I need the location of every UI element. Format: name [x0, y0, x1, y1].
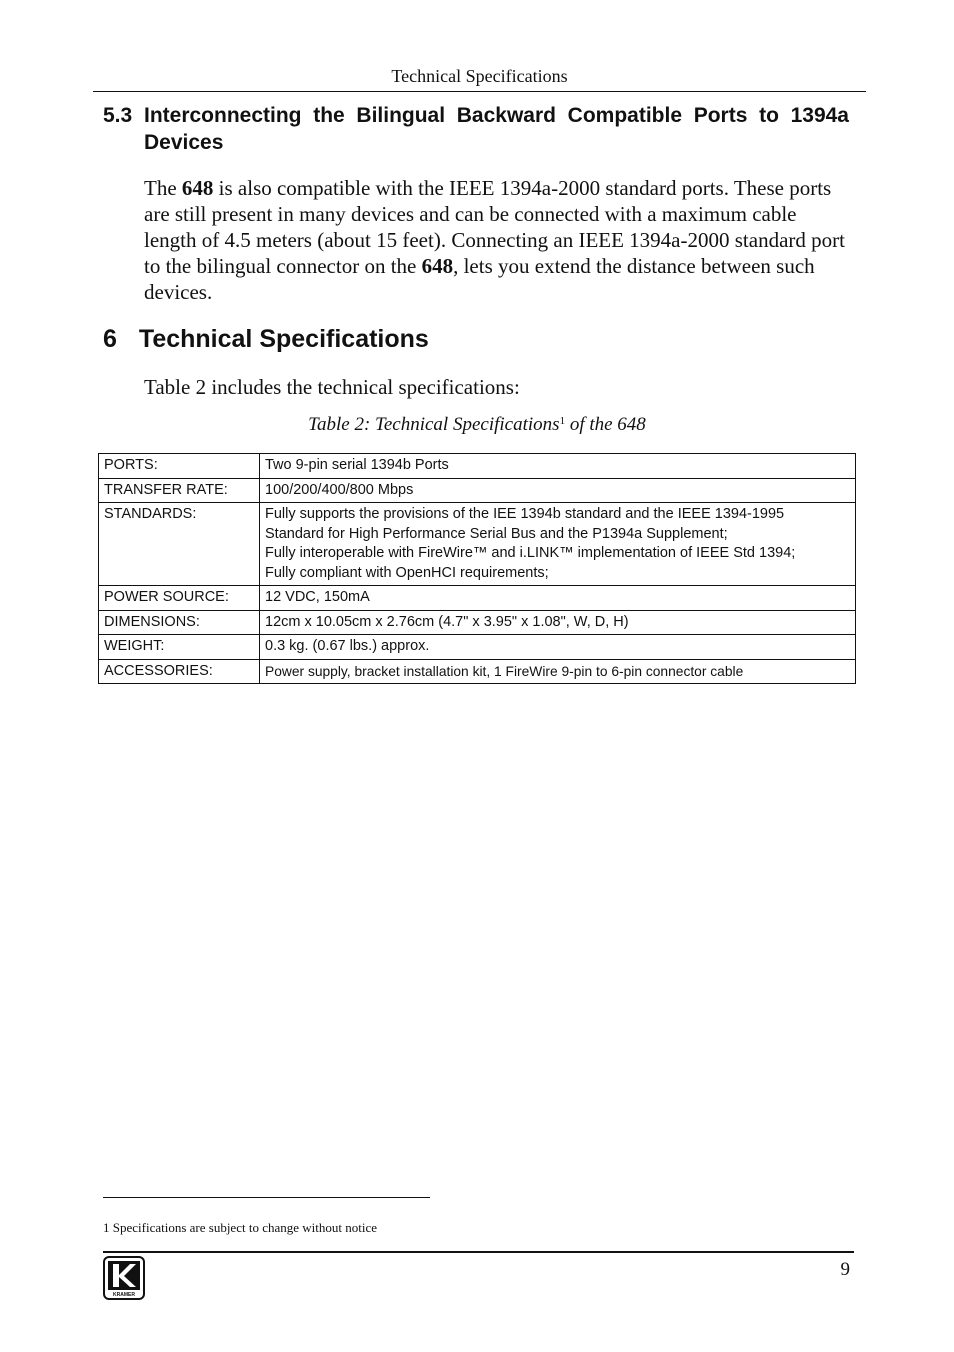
section-5-3-heading — [103, 102, 849, 156]
row-value — [260, 503, 856, 586]
row-label: PORTS: — [99, 454, 260, 479]
section-title: Technical Specifications — [138, 325, 429, 353]
row-value: Two 9-pin serial 1394b Ports — [260, 454, 856, 479]
para-text: The — [144, 176, 182, 200]
row-label: DIMENSIONS: — [99, 610, 260, 635]
para-text: is also compatible with the IEEE 1394a-2000 standard ports. These ports are still present in many devices and can be connected with a maximum cable length of 4.5 meters (about 15 feet). Connecting an IEEE 1394a-2000 standard port to the bilingual connector on the — [144, 176, 845, 278]
section-6-heading — [103, 325, 429, 354]
table-row — [99, 503, 856, 586]
section-number: 5.3 — [103, 104, 133, 127]
table-row — [99, 454, 856, 479]
para-text: , lets you extend the distance between such devices. — [144, 254, 815, 304]
row-value: 0.3 kg. (0.67 lbs.) approx. — [260, 635, 856, 660]
caption-text: Table 2: Technical Specifications — [308, 414, 560, 435]
caption-text: of the 648 — [565, 414, 646, 435]
product-model: 648 — [421, 254, 454, 278]
row-value: 12cm x 10.05cm x 2.76cm (4.7" x 3.95" x 1.08", W, D, H) — [260, 610, 856, 635]
footer-divider — [103, 1251, 854, 1253]
table-row — [99, 610, 856, 635]
row-value: 100/200/400/800 Mbps — [260, 478, 856, 503]
table-row — [99, 478, 856, 503]
table-row — [99, 659, 856, 684]
value-line: Fully interoperable with FireWire™ and i.LINK™ implementation of IEEE Std 1394; — [265, 545, 796, 561]
row-label: ACCESSORIES: — [99, 659, 260, 684]
table-caption — [98, 414, 856, 436]
row-label: TRANSFER RATE: — [99, 478, 260, 503]
row-label: STANDARDS: — [99, 503, 260, 586]
footnote-marker: 1 — [559, 415, 566, 427]
section-number: 6 — [103, 325, 117, 353]
running-header: Technical Specifications — [391, 66, 568, 86]
value-line: Fully compliant with OpenHCI requirements; — [265, 564, 549, 581]
value-line: Standard for High Performance Serial Bus and the P1394a Supplement; — [265, 525, 728, 542]
page-number: 9 — [840, 1259, 850, 1280]
footnote: 1 Specifications are subject to change without notice — [103, 1220, 377, 1235]
section-5-3-paragraph — [144, 175, 854, 305]
header-divider — [93, 91, 866, 92]
row-value: Power supply, bracket installation kit, 1 FireWire 9-pin to 6-pin connector cable — [260, 659, 856, 684]
table-row — [99, 586, 856, 611]
row-label: WEIGHT: — [99, 635, 260, 660]
section-6-intro: Table 2 includes the technical specifications: — [144, 375, 520, 399]
section-title: Interconnecting the Bilingual Backward Compatible Ports to 1394a Devices — [144, 104, 849, 154]
footnote-divider — [103, 1197, 430, 1198]
logo-text: KRAMER — [113, 1292, 135, 1298]
row-value: 12 VDC, 150mA — [260, 586, 856, 611]
table-row — [99, 635, 856, 660]
value-line: Fully supports the provisions of the IEE 1394b standard and the IEEE 1394-1995 — [265, 506, 785, 522]
spec-table — [98, 453, 856, 684]
kramer-logo-icon — [103, 1256, 145, 1300]
product-model: 648 — [181, 176, 214, 200]
row-label: POWER SOURCE: — [99, 586, 260, 611]
